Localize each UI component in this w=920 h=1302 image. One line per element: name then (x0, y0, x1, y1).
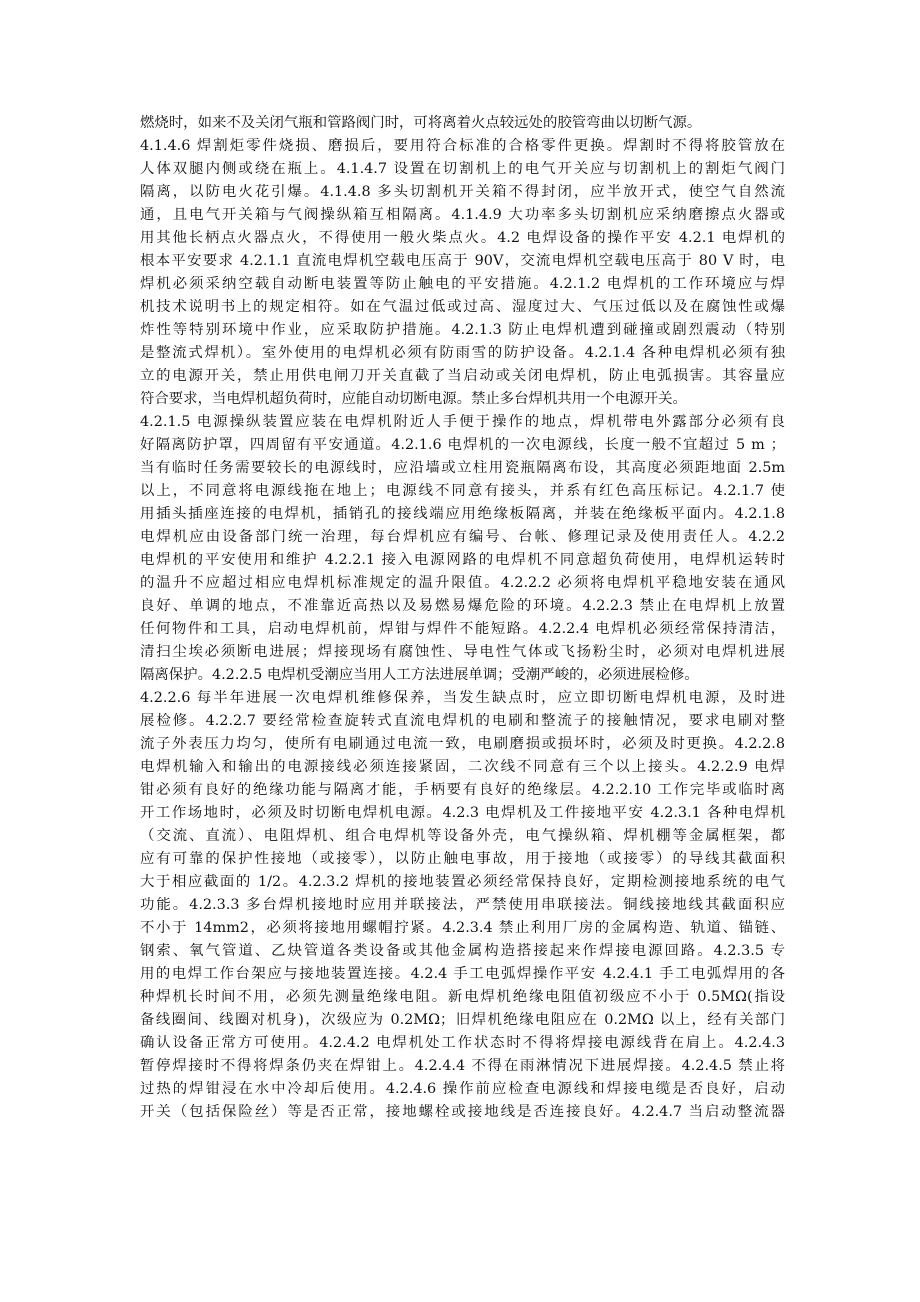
text-line: 流子外表压力均匀，使所有电刷通过电流一致，电刷磨损或损坏时，必须及时更换。4.2.2.8 (140, 736, 785, 752)
text-line: 的温升不应超过相应电焊机标准规定的温升限值。4.2.2.2 必须将电焊机平稳地安装在通风 (140, 575, 785, 591)
text-line: 是整流式焊机）。室外使用的电焊机必须有防雨雪的防护设备。4.2.1.4 各种电焊机必须有独 (140, 345, 785, 361)
text-line: 4.2.1.5 电源操纵装置应装在电焊机附近人手便于操作的地点，焊机带电外露部分必须有良 (140, 414, 785, 430)
text-line: 4.1.4.6 焊割炬零件烧损、磨损后，要用符合标准的合格零件更换。焊割时不得将胶管放在 (140, 138, 785, 154)
text-line: 电焊机的平安使用和维护 4.2.2.1 接入电源网路的电焊机不同意超负荷使用，电焊机运转时 (140, 552, 785, 568)
text-line: 用插头插座连接的电焊机，插销孔的接线端应用绝缘板隔离，并装在绝缘板平面内。4.2.1.8 (140, 506, 785, 522)
text-line: 种焊机长时间不用，必须先测量绝缘电阻。新电焊机绝缘电阻值初级应不小于 0.5MΩ(指设 (140, 989, 785, 1005)
text-line: 备线圈间、线圈对机身)，次级应为 0.2MΩ；旧焊机绝缘电阻应在 0.2MΩ 以上，经有关部门 (140, 1012, 785, 1028)
text-line: 隔离保护。4.2.2.5 电焊机受潮应当用人工方法进展单调；受潮严峻的，必须进展检修。 (140, 667, 699, 683)
text-line: 大于相应截面的 1/2。4.2.3.2 焊机的接地装置必须经常保持良好，定期检测接地系统的电气 (140, 874, 785, 890)
text-line: （交流、直流）、电阻焊机、组合电焊机等设备外壳，电气操纵箱、焊机棚等金属框架，都 (140, 828, 785, 844)
text-line: 机技术说明书上的规定相符。如在气温过低或过高、湿度过大、气压过低以及在腐蚀性或爆 (140, 299, 785, 315)
text-line: 以上，不同意将电源线拖在地上；电源线不同意有接头，并系有红色高压标记。4.2.1.7 使 (140, 483, 785, 499)
text-line: 根本平安要求 4.2.1.1 直流电焊机空载电压高于 90V，交流电焊机空载电压高于 80 V 时，电 (140, 253, 785, 269)
text-line: 通，且电气开关箱与气阀操纵箱互相隔离。4.1.4.9 大功率多头切割机应采纳磨擦点火器或 (140, 207, 785, 223)
text-line: 应有可靠的保护性接地（或接零），以防止触电事故，用于接地（或接零）的导线其截面积 (140, 851, 785, 867)
text-line: 良好、单调的地点，不准靠近高热以及易燃易爆危险的环境。4.2.2.3 禁止在电焊机上放置 (140, 598, 785, 614)
text-line: 展检修。4.2.2.7 要经常检查旋转式直流电焊机的电刷和整流子的接触情况，要求电刷对整 (140, 713, 785, 729)
text-line: 确认设备正常方可使用。4.2.4.2 电焊机处工作状态时不得将焊接电源线背在肩上。4.2.4.3 (140, 1035, 785, 1051)
text-line: 开关（包括保险丝）等是否正常，接地螺栓或接地线是否连接良好。4.2.4.7 当启动整流器 (140, 1104, 785, 1120)
text-line: 钢索、氧气管道、乙炔管道各类设备或其他金属构造搭接起来作焊接电源回路。4.2.3.5 专 (140, 943, 785, 959)
text-line: 暂停焊接时不得将焊条仍夹在焊钳上。4.2.4.4 不得在雨淋情况下进展焊接。4.2.4.5 禁止将 (140, 1058, 785, 1074)
text-line: 电焊机应由设备部门统一治理，每台焊机应有编号、台帐、修理记录及使用责任人。4.2.2 (140, 529, 785, 545)
text-line: 好隔离防护罩，四周留有平安通道。4.2.1.6 电焊机的一次电源线，长度一般不宜超过 5 m ； (140, 437, 785, 453)
text-line: 燃烧时，如来不及关闭气瓶和管路阀门时，可将离着火点较远处的胶管弯曲以切断气源。 (140, 115, 702, 131)
text-line: 不小于 14mm2，必须将接地用螺帽拧紧。4.2.3.4 禁止利用厂房的金属构造、轨道、锚链、 (140, 920, 785, 936)
text-line: 用其他长柄点火器点火，不得使用一般火柴点火。4.2 电焊设备的操作平安 4.2.1 电焊机的 (140, 230, 785, 246)
text-line: 炸性等特别环境中作业，应采取防护措施。4.2.1.3 防止电焊机遭到碰撞或剧烈震动（特别 (140, 322, 785, 338)
text-line: 人体双腿内侧或绕在瓶上。4.1.4.7 设置在切割机上的电气开关应与切割机上的割炬气阀门 (140, 161, 785, 177)
text-line: 用的电焊工作台架应与接地装置连接。4.2.4 手工电弧焊操作平安 4.2.4.1 手工电弧焊用的各 (140, 966, 785, 982)
text-line: 过热的焊钳浸在水中冷却后使用。4.2.4.6 操作前应检查电源线和焊接电缆是否良好，启动 (140, 1081, 785, 1097)
text-line: 隔离，以防电火花引爆。4.1.4.8 多头切割机开关箱不得封闭，应半放开式，使空气自然流 (140, 184, 785, 200)
text-line: 任何物件和工具，启动电焊机前，焊钳与焊件不能短路。4.2.2.4 电焊机必须经常保持清洁， (140, 621, 785, 637)
text-line: 开工作场地时，必须及时切断电焊机电源。4.2.3 电焊机及工件接地平安 4.2.3.1 各种电焊机 (140, 805, 785, 821)
text-line: 功能。4.2.3.3 多台焊机接地时应用并联接法，严禁使用串联接法。铜线接地线其截面积应 (140, 897, 785, 913)
text-line: 当有临时任务需要较长的电源线时，应沿墙或立柱用瓷瓶隔离布设，其高度必须距地面 2.5m (140, 460, 785, 476)
text-line: 符合要求，当电焊机超负荷时，应能自动切断电源。禁止多台焊机共用一个电源开关。 (140, 391, 687, 407)
text-line: 立的电源开关，禁止用供电闸刀开关直截了当启动或关闭电焊机，防止电弧损害。其容量应 (140, 368, 785, 384)
text-line: 清扫尘埃必须断电进展；焊接现场有腐蚀性、导电性气体或飞扬粉尘时，必须对电焊机进展 (140, 644, 785, 660)
document-body (140, 112, 785, 1124)
text-line: 钳必须有良好的绝缘功能与隔离才能，手柄要有良好的绝缘层。4.2.2.10 工作完毕或临时离 (140, 782, 785, 798)
text-line: 4.2.2.6 每半年进展一次电焊机维修保养，当发生缺点时，应立即切断电焊机电源，及时进 (140, 690, 785, 706)
text-line: 电焊机输入和输出的电源接线必须连接紧固，二次线不同意有三个以上接头。4.2.2.9 电焊 (140, 759, 785, 775)
text-line: 焊机必须采纳空载自动断电装置等防止触电的平安措施。4.2.1.2 电焊机的工作环境应与焊 (140, 276, 785, 292)
